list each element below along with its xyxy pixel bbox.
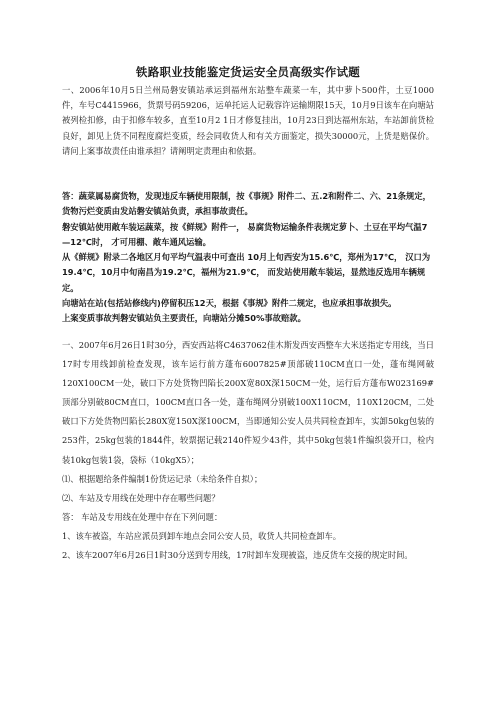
answer-line: 向塘站在站(包括站修线内)停留积压12天，根据《事规》附件二规定，也应承担事故损失。 [62,298,397,309]
question-1-text: 一、2006年10月5日兰州局磐安镇站承运到福州东站整车蔬菜一车，其中萝卜500件，土豆1000件，车号C4415966，货票号码59206，运单托运人记载容许运输期限15天，10月9日该车在向塘站被列检扣修，由于扣修车较多，直至10月2 1日才修复挂出，10月23日到达福州东站，车站卸前货检良好，卸见上货不同程度腐烂变质，经会同收货人和有关方面鉴定，损失30000元，上货是赔保价。请问上案事故责任由谁承担？请阐明定责理由和依据。 [62,85,434,156]
answer-item: 1、该车被盗，车站应派员到卸车地点会同公安人员，收货人共同检查卸车。 [62,530,342,541]
answer-item: 2、该车2007年6月26日1时30分送到专用线，17时卸车发现被盗，违反货车交接的规定时间。 [62,550,413,561]
answer-intro: 答： 车站及专用线在处理中存在下列问题： [62,511,223,522]
sub-question: ⑴、根据题给条件编制1份货运记录（未给条件自拟）； [62,473,263,484]
question-1-answer [62,189,434,327]
sub-question: ⑵、车站及专用线在处理中存在哪些问题？ [62,492,220,503]
answer-line: 从《鲜规》附录二各地区月旬平均气温表中可查出 10月上旬西安为15.6℃，郑州为17℃， 汉口为19.4℃，10月中旬南昌为19.2℃，福州为21.9℃， 而发站使用敞车装运，显然违反选用车辆规定。 [62,252,431,293]
question-2-paragraph: 一、2007年6月26日1时30分，西安西站将C4637062佳木斯发西安西整车大米送指定专用线，当日17时专用线卸前检查发现，该车运行前方蓬布6007825#顶部破110CM直口一处，蓬布绳网破120X100CM一处，破口下方处货物凹陷长200X宽80X深150CM一处，运行后方蓬布W023169#顶部分别破80CM直口，100CM直口各一处，蓬布绳网分别破100X110CM，110X120CM，二处破口下方处货物凹陷长280X宽150X深100CM，当即通知公安人员共同检查卸车，实卸50kg包装的253件，25kg包装的1844件，较票据记载2140件短少43件，其中50kg包装1件编织袋开口，检内装10kg包装1袋，袋标（10kgX5）； [62,340,434,465]
question-2 [62,336,434,565]
answer-line: 磐安镇站使用敞车装运蔬菜，按《鲜规》附件一， 易腐货物运输条件表规定萝卜、土豆在平均气温7—12℃时， 才可用棚、敞车通风运输。 [62,221,428,247]
document-title: 铁路职业技能鉴定货运安全员高级实作试题 [135,65,361,79]
answer-line: 答：蔬菜属易腐货物，发现违反车辆使用限制，按《事规》附件二、五.2和附件二、六、21条规定，货物污烂变质由发站磐安镇站负责，承担事故责任。 [62,191,431,217]
answer-line: 上案变质事故判磐安镇站负主要责任，向塘站分摊50%事故赔款。 [62,313,306,324]
